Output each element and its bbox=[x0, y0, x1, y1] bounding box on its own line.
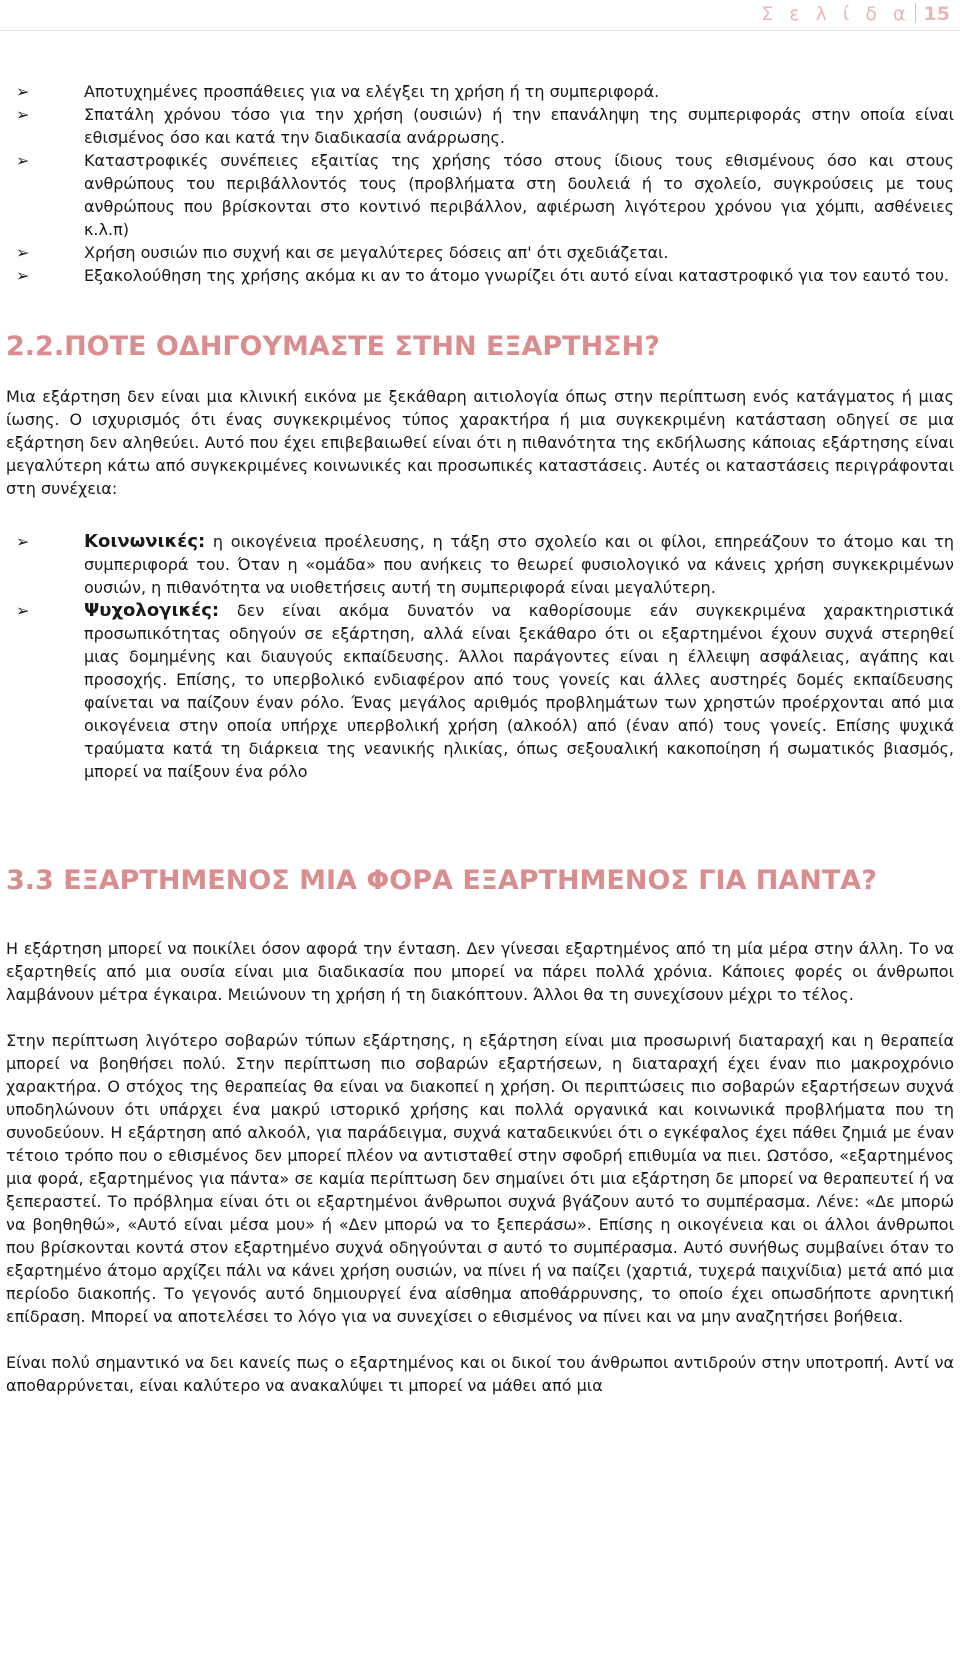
list-item bbox=[6, 530, 954, 599]
arrow-bullet-icon: ➢ bbox=[16, 532, 30, 551]
factor-text: η οικογένεια προέλευσης, η τάξη στο σχολείο και οι φίλοι, επηρεάζουν το άτομο και τη συμπεριφορά του. Όταν η «ομάδα» που ανήκεις το θεωρεί φυσιολογικό να κάνεις χρήση συγκεκριμένων ουσιών, η πιθανότητα να υιοθετήσεις αυτή τη συμπεριφορά είναι μεγαλύτερη. bbox=[84, 532, 954, 597]
list-item: ➢ Καταστροφικές συνέπειες εξαιτίας της χρήσης τόσο στους ίδιους τους εθισμένους όσο και στους ανθρώπους του περιβάλλοντός τους (προβλήματα στη δουλειά ή το σχολείο, συγκρούσεις με τους ανθρώπους που βρίσκονται στο κοντινό περιβάλλον, αφιέρωση λιγότερου χρόνου για χόμπι, ασθένειες κ.λ.π) bbox=[16, 151, 954, 239]
section-heading-3-3: 3.3 ΕΞΑΡΤΗΜΕΝΟΣ ΜΙΑ ΦΟΡΑ ΕΞΑΡΤΗΜΕΝΟΣ ΓΙΑ ΠΑΝΤΑ? bbox=[6, 865, 877, 896]
section-3-3-paragraph-3: Είναι πολύ σημαντικό να δει κανείς πως ο εξαρτημένος και οι δικοί του άνθρωποι αντιδρούν στην υποτροπή. Αντί να αποθαρρύνεται, είναι καλύτερο να ανακαλύψει τι μπορεί να μάθει από μια bbox=[6, 1353, 954, 1395]
arrow-bullet-icon: ➢ bbox=[16, 266, 30, 285]
page-number: 15 bbox=[923, 3, 950, 25]
consequences-list bbox=[6, 80, 954, 287]
page-content bbox=[6, 80, 954, 1397]
page-header-label bbox=[761, 3, 950, 25]
list-item: ➢ Αποτυχημένες προσπάθειες για να ελέγξει τη χρήση ή τη συμπεριφορά. bbox=[16, 82, 660, 101]
section-3-3-paragraph-2: Στην περίπτωση λιγότερο σοβαρών τύπων εξάρτησης, η εξάρτηση είναι μια προσωρινή διαταραχή και η θεραπεία μπορεί να βοηθήσει πολύ. Στην περίπτωση πιο σοβαρών εξαρτήσεων, η διαταραχή έχει έναν πιο μακροχρόνιο χαρακτήρα. Ο στόχος της θεραπείας θα είναι να διακοπεί η χρήση. Οι περιπτώσεις πιο σοβαρών εξαρτήσεων συχνά υποδηλώνουν ότι υπάρχει ένα μακρύ ιστορικό χρήσης και πολλά οργανικά και κοινωνικά προβλήματα που τη συνοδεύουν. Η εξάρτηση από αλκοόλ, για παράδειγμα, συχνά καταδεικνύει ότι ο εγκέφαλος έχει πάθει ζημιά με έναν τέτοιο τρόπο που ο εθισμένος δεν μπορεί πλέον να αντισταθεί στην σφοδρή επιθυμία να πιει. Ωστόσο, «εξαρτημένος μια φορά, εξαρτημένος για πάντα» σε καμία περίπτωση δεν σημαίνει ότι μια εξάρτηση δε μπορεί να θεραπευτεί ή να ξεπεραστεί. Το πρόβλημα είναι ότι οι εξαρτημένοι άνθρωποι συχνά βγάζουν αυτό το συμπέρασμα. Λένε: «Δε μπορώ να βοηθηθώ», «Αυτό είναι μέσα μου» ή «Δεν μπορώ να το ξεπεράσω». Επίσης η οικογένεια και οι άλλοι άνθρωποι που βρίσκονται κοντά στον εξαρτημένο συχνά οδηγούνται σ αυτό το συμπέρασμα. Αυτό συνήθως συμβαίνει όταν το εξαρτημένο άτομο αρχίζει πάλι να κάνει χρήση ουσιών, να πίνει ή να παίζει (χαρτιά, τυχερά παιχνίδια) μετά από μια περίοδο διακοπής. Το γεγονός αυτό δημιουργεί ένα αίσθημα αποθάρρυνσης, το οποίο έχει οπωσδήποτε αρνητική επίδραση. Μπορεί να αποτελέσει το λόγο για να συνεχίσει ο εθισμένος να πίνει και να μην αναζητήσει βοήθεια. bbox=[6, 1031, 954, 1326]
list-item bbox=[6, 599, 954, 783]
factor-text: δεν είναι ακόμα δυνατόν να καθορίσουμε εάν συγκεκριμένα χαρακτηριστικά προσωπικότητας οδηγούν σε εξάρτηση, αλλά είναι ξεκάθαρο ότι οι εξαρτημένοι έχουν συχνά στερηθεί μιας δομημένης και διαυγούς εκπαίδευσης. Άλλοι παράγοντες είναι η έλλειψη ασφάλειας, αγάπης και προσοχής. Επίσης, το υπερβολικό ενδιαφέρον από τους γονείς και άλλες αυστηρές δομές εκπαίδευσης φαίνεται να παίζουν έναν ρόλο. Ένας μεγάλος αριθμός προβλημάτων των χρηστών προέρχονται από μια οικογένεια στην οποία υπήρχε υπερβολική χρήση (αλκοόλ) από (έναν από) τους γονείς. Επίσης ψυχικά τραύματα κατά τη διάρκεια της νεανικής ηλικίας, όπως σεξουαλική κακοποίηση ή σωματικός βιασμός, μπορεί να παίξουν ένα ρόλο bbox=[84, 601, 954, 781]
factor-term: Ψυχολογικές: bbox=[84, 600, 220, 621]
section-3-3-paragraph-1: Η εξάρτηση μπορεί να ποικίλει όσον αφορά την ένταση. Δεν γίνεσαι εξαρτημένος από τη μία μέρα στην άλλη. Το να εξαρτηθείς από μια ουσία είναι μια διαδικασία που μπορεί να πάρει πολλά χρόνια. Κάποιες φορές οι άνθρωποι λαμβάνουν μέτρα έγκαιρα. Μειώνουν τη χρήση ή τη διακόπτουν. Άλλοι θα τη συνεχίσουν μέχρι το τέλος. bbox=[6, 939, 954, 1004]
list-item: ➢ Χρήση ουσιών πιο συχνή και σε μεγαλύτερες δόσεις απ' ότι σχεδιάζεται. bbox=[16, 243, 669, 262]
arrow-bullet-icon: ➢ bbox=[16, 243, 30, 262]
arrow-bullet-icon: ➢ bbox=[16, 105, 30, 124]
factor-term: Κοινωνικές: bbox=[84, 531, 206, 552]
header-divider bbox=[915, 3, 916, 23]
section-2-2-paragraph: Μια εξάρτηση δεν είναι μια κλινική εικόνα με ξεκάθαρη αιτιολογία όπως στην περίπτωση ενός κατάγματος ή μιας ίωσης. Ο ισχυρισμός ότι ένας συγκεκριμένος τύπος χαρακτήρα ή μια συγκεκριμένη κατάσταση οδηγεί σε μια εξάρτηση δεν αληθεύει. Αυτό που έχει επιβεβαιωθεί είναι ότι η πιθανότητα της εκδήλωσης κάποιας εξάρτησης είναι μεγαλύτερη κάτω από συγκεκριμένες κοινωνικές και προσωπικές καταστάσεις. Αυτές οι καταστάσεις περιγράφονται στη συνέχεια: bbox=[6, 387, 954, 498]
factors-list bbox=[6, 530, 954, 783]
list-item: ➢ Εξακολούθηση της χρήσης ακόμα κι αν το άτομο γνωρίζει ότι αυτό είναι καταστροφικό για τον εαυτό του. bbox=[16, 266, 950, 285]
arrow-bullet-icon: ➢ bbox=[16, 151, 30, 170]
list-item: ➢ Σπατάλη χρόνου τόσο για την χρήση (ουσιών) ή την επανάληψη της συμπεριφοράς στην οποία είναι εθισμένος όσο και κατά την διαδικασία ανάρρωσης. bbox=[16, 105, 954, 147]
page-header bbox=[0, 0, 960, 31]
arrow-bullet-icon: ➢ bbox=[16, 601, 30, 620]
section-heading-2-2: 2.2.ΠΟΤΕ ΟΔΗΓΟΥΜΑΣΤΕ ΣΤΗΝ ΕΞΑΡΤΗΣΗ? bbox=[6, 331, 660, 362]
page-label: Σ ε λ ί δ α bbox=[761, 3, 911, 25]
arrow-bullet-icon: ➢ bbox=[16, 82, 30, 101]
